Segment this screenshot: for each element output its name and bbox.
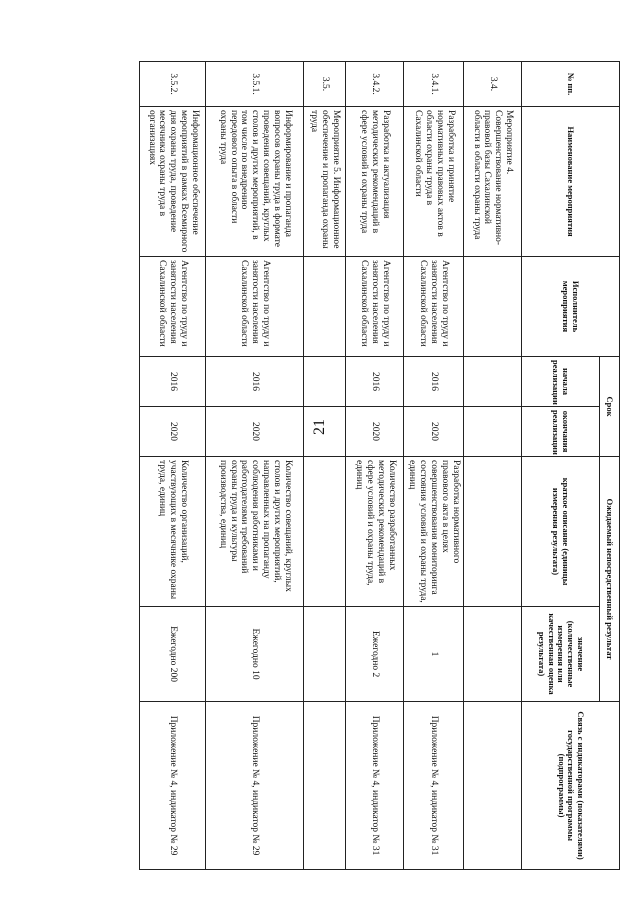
cell-end: 2020 [140, 407, 206, 457]
cell-value: Ежегодно 10 [206, 607, 304, 702]
cell-desc: Количество совещаний, круглых столов и других мероприятий, направленных на пропаганду соблюдения работниками и работодателями требований охраны труда и культуры производства, единиц [206, 457, 304, 607]
cell-num: 3.4.2. [346, 62, 404, 107]
header-executor: Исполнитель мероприятия [522, 257, 620, 357]
table-row [464, 62, 522, 870]
cell-value [304, 607, 346, 702]
page-number: 21 [311, 419, 328, 435]
table-row [206, 62, 304, 870]
table-row [304, 62, 346, 870]
cell-end [304, 407, 346, 457]
cell-value: 1 [404, 607, 464, 702]
cell-num: 3.5.1. [206, 62, 304, 107]
header-link: Связь с индикаторами (показателями) государственной программы (подпрограммы) [522, 702, 620, 870]
cell-num: 3.4. [464, 62, 522, 107]
header-end: окончания реализации [522, 407, 600, 457]
cell-num: 3.4.1. [404, 62, 464, 107]
cell-start [464, 357, 522, 407]
cell-start [304, 357, 346, 407]
cell-start: 2016 [346, 357, 404, 407]
cell-num: 3.5. [304, 62, 346, 107]
cell-name: Информационное обеспечение мероприятий в рамках Всемирного дня охраны труда, проведение месячника охраны труда в организациях [140, 107, 206, 257]
cell-desc [464, 457, 522, 607]
cell-desc: Разработка нормативного правового акта в целях совершенствования мониторинга состояния условий и охраны труда, единиц [404, 457, 464, 607]
cell-link: Приложение № 4, индикатор № 31 [346, 702, 404, 870]
cell-desc [304, 457, 346, 607]
cell-num: 3.5.2. [140, 62, 206, 107]
cell-executor: Агентство по труду и занятости населения Сахалинской области [206, 257, 304, 357]
cell-executor [464, 257, 522, 357]
header-result-desc: краткое описание (единицы измерения результата) [522, 457, 600, 607]
header-result: Ожидаемый непосредственный результат [600, 457, 620, 702]
cell-name: Мероприятие 4. Совершенствование нормативно-правовой базы Сахалинской области в области охраны труда [464, 107, 522, 257]
cell-executor [304, 257, 346, 357]
cell-name: Мероприятие 5. Информационное обеспечение и пропаганда охраны труда [304, 107, 346, 257]
cell-end: 2020 [404, 407, 464, 457]
header-name: Наименование мероприятия [522, 107, 620, 257]
header-term: Срок [600, 357, 620, 457]
rotated-table-wrapper [142, 61, 620, 869]
table-row [346, 62, 404, 870]
cell-value [464, 607, 522, 702]
cell-link [464, 702, 522, 870]
cell-start: 2016 [140, 357, 206, 407]
cell-executor: Агентство по труду и занятости населения Сахалинской области [346, 257, 404, 357]
table-row [404, 62, 464, 870]
cell-link [304, 702, 346, 870]
cell-desc: Количество организаций, участвующих в месячнике охраны труда, единиц [140, 457, 206, 607]
cell-executor: Агентство по труду и занятости населения Сахалинской области [140, 257, 206, 357]
cell-start: 2016 [206, 357, 304, 407]
cell-desc: Количество разработанных методических рекомендаций в сфере условий и охраны труда, единиц [346, 457, 404, 607]
cell-end [464, 407, 522, 457]
table-row [140, 62, 206, 870]
cell-link: Приложение № 4, индикатор № 29 [140, 702, 206, 870]
header-num: № пп. [522, 62, 620, 107]
cell-end: 2020 [346, 407, 404, 457]
cell-name: Информирование и пропаганда вопросов охраны труда в формате проведения совещаний, круглых столов и других мероприятий, в том числе по внедрению передового опыта в области охраны труда [206, 107, 304, 257]
header-start: начала реализации [522, 357, 600, 407]
cell-value: Ежегодно 200 [140, 607, 206, 702]
cell-name: Разработка и принятие нормативных правовых актов в области охраны труда в Сахалинской области [404, 107, 464, 257]
cell-name: Разработка и актуализация методических рекомендаций в сфере условий и охраны труда [346, 107, 404, 257]
cell-executor: Агентство по труду и занятости населения Сахалинской области [404, 257, 464, 357]
cell-value: Ежегодно 2 [346, 607, 404, 702]
cell-start: 2016 [404, 357, 464, 407]
header-result-value: значение (количественные измерения или качественная оценка результата) [522, 607, 600, 702]
cell-end: 2020 [206, 407, 304, 457]
cell-link: Приложение № 4, индикатор № 31 [404, 702, 464, 870]
cell-link: Приложение № 4, индикатор № 29 [206, 702, 304, 870]
measures-table [139, 61, 620, 870]
